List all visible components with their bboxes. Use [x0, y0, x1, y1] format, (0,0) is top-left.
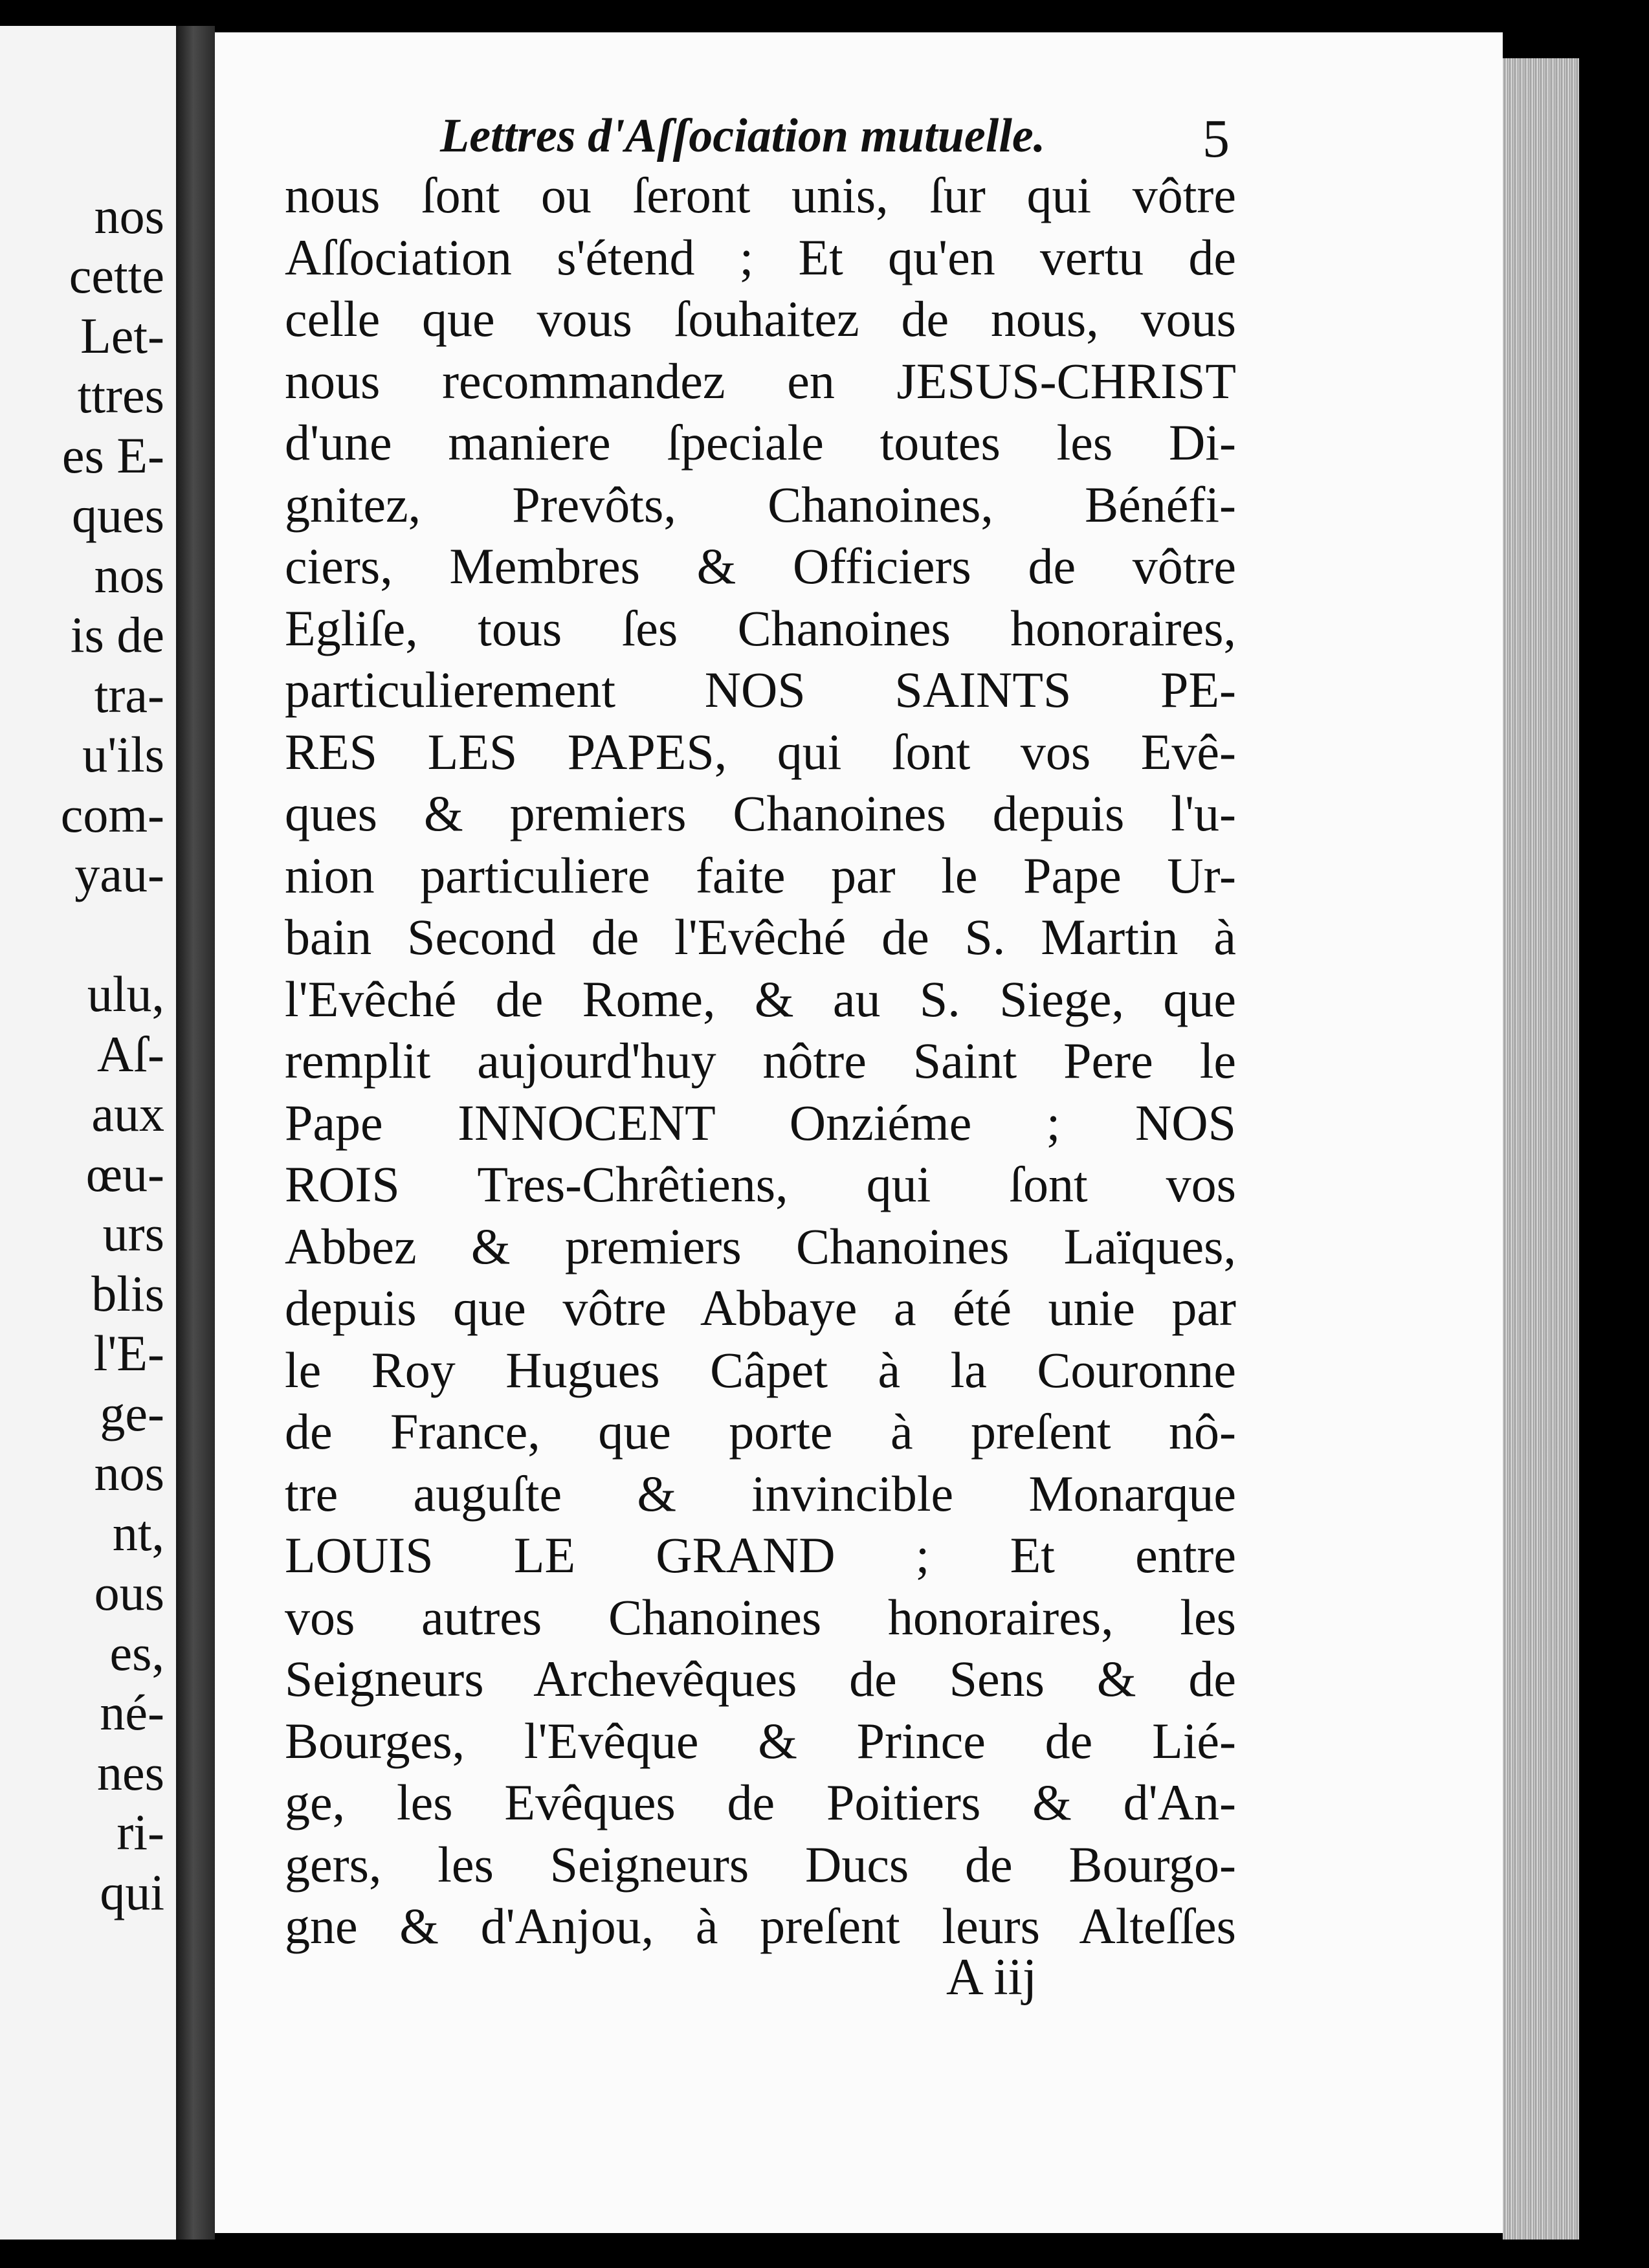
- text-line: nous ſont ou ſeront unis, ſur qui vôtre: [285, 167, 1236, 223]
- left-page-fragment: ri-: [116, 1804, 164, 1860]
- text-line: remplit aujourd'huy nôtre Saint Pere le: [285, 1032, 1236, 1089]
- text-line: nous recommandez en JESUS-CHRIST: [285, 352, 1236, 409]
- left-page-fragment: cette: [69, 247, 164, 304]
- text-line: ge, les Evêques de Poitiers & d'An-: [285, 1774, 1236, 1830]
- left-page-fragment: œu-: [85, 1146, 164, 1202]
- left-page-fragment: yau-: [74, 846, 164, 902]
- text-line: Pape INNOCENT Onziéme ; NOS: [285, 1094, 1236, 1151]
- text-line: nion particuliere faite par le Pape Ur-: [285, 847, 1236, 904]
- text-line: d'une maniere ſpeciale toutes les Di-: [285, 414, 1236, 471]
- text-line: LOUIS LE GRAND ; Et entre: [285, 1527, 1236, 1583]
- text-line: Bourges, l'Evêque & Prince de Lié-: [285, 1712, 1236, 1769]
- text-line: Egliſe, tous ſes Chanoines honoraires,: [285, 599, 1236, 656]
- left-page-fragment: ques: [72, 487, 164, 543]
- left-page-fragment: ulu,: [87, 966, 164, 1022]
- book-gutter: [176, 26, 215, 2240]
- page-number: 5: [1202, 109, 1230, 169]
- left-page-fragment: u'ils: [82, 726, 164, 783]
- body-text: [285, 164, 1236, 1957]
- left-page-fragment: urs: [102, 1205, 164, 1262]
- left-page-fragment: Let-: [80, 307, 164, 364]
- running-head: Lettres d'Aſſociation mutuelle.: [440, 109, 1046, 162]
- text-line: Abbez & premiers Chanoines Laïques,: [285, 1217, 1236, 1274]
- left-page-fragment: ttres: [77, 367, 164, 423]
- left-page-fragment: es,: [109, 1625, 164, 1681]
- left-page-fragment: né-: [100, 1684, 164, 1740]
- left-page-fragment: nos: [94, 547, 164, 603]
- left-page-fragment: nos: [94, 1445, 164, 1501]
- text-line: ROIS Tres-Chrêtiens, qui ſont vos: [285, 1156, 1236, 1212]
- text-line: de France, que porte à preſent nô-: [285, 1403, 1236, 1460]
- text-line: gne & d'Anjou, à preſent leurs Alteſſes: [285, 1898, 1236, 1954]
- text-line: Seigneurs Archevêques de Sens & de: [285, 1651, 1236, 1707]
- left-page-fragment: com-: [60, 786, 164, 843]
- text-line: gers, les Seigneurs Ducs de Bourgo-: [285, 1836, 1236, 1893]
- left-page-fragment: blis: [91, 1265, 164, 1322]
- text-line: bain Second de l'Evêché de S. Martin à: [285, 909, 1236, 965]
- text-line: l'Evêché de Rome, & au S. Siege, que: [285, 970, 1236, 1027]
- left-page-fragment: Aſ-: [97, 1026, 164, 1082]
- left-page-fragment: is de: [70, 606, 164, 663]
- text-line: particulierement NOS SAINTS PE-: [285, 662, 1236, 718]
- text-line: celle que vous ſouhaitez de nous, vous: [285, 291, 1236, 347]
- text-line: vos autres Chanoines honoraires, les: [285, 1588, 1236, 1645]
- left-page-fragment: nt,: [112, 1505, 164, 1561]
- left-facing-page: [0, 26, 176, 2240]
- text-line: Aſſociation s'étend ; Et qu'en vertu de: [285, 228, 1236, 285]
- left-page-fragment: ous: [94, 1564, 164, 1621]
- left-page-fragment: es E-: [61, 427, 164, 484]
- text-line: depuis que vôtre Abbaye a été unie par: [285, 1280, 1236, 1336]
- text-line: le Roy Hugues Câpet à la Couronne: [285, 1341, 1236, 1398]
- book-fore-edge: [1503, 58, 1579, 2240]
- left-page-fragment: aux: [91, 1085, 164, 1142]
- left-page-fragment: qui: [100, 1864, 164, 1920]
- left-page-fragment: ge-: [100, 1385, 164, 1441]
- text-line: ques & premiers Chanoines depuis l'u-: [285, 785, 1236, 841]
- left-page-fragment: tra-: [94, 667, 164, 723]
- text-line: tre auguſte & invincible Monarque: [285, 1465, 1236, 1522]
- text-line: gnitez, Prevôts, Chanoines, Bénéfi-: [285, 476, 1236, 533]
- left-page-fragment: nos: [94, 188, 164, 244]
- text-line: ciers, Membres & Officiers de vôtre: [285, 538, 1236, 594]
- left-page-fragment: l'E-: [93, 1325, 164, 1381]
- left-page-fragment: nes: [97, 1744, 164, 1801]
- signature-mark: A iij: [946, 1949, 1037, 2006]
- text-line: RES LES PAPES, qui ſont vos Evê-: [285, 723, 1236, 780]
